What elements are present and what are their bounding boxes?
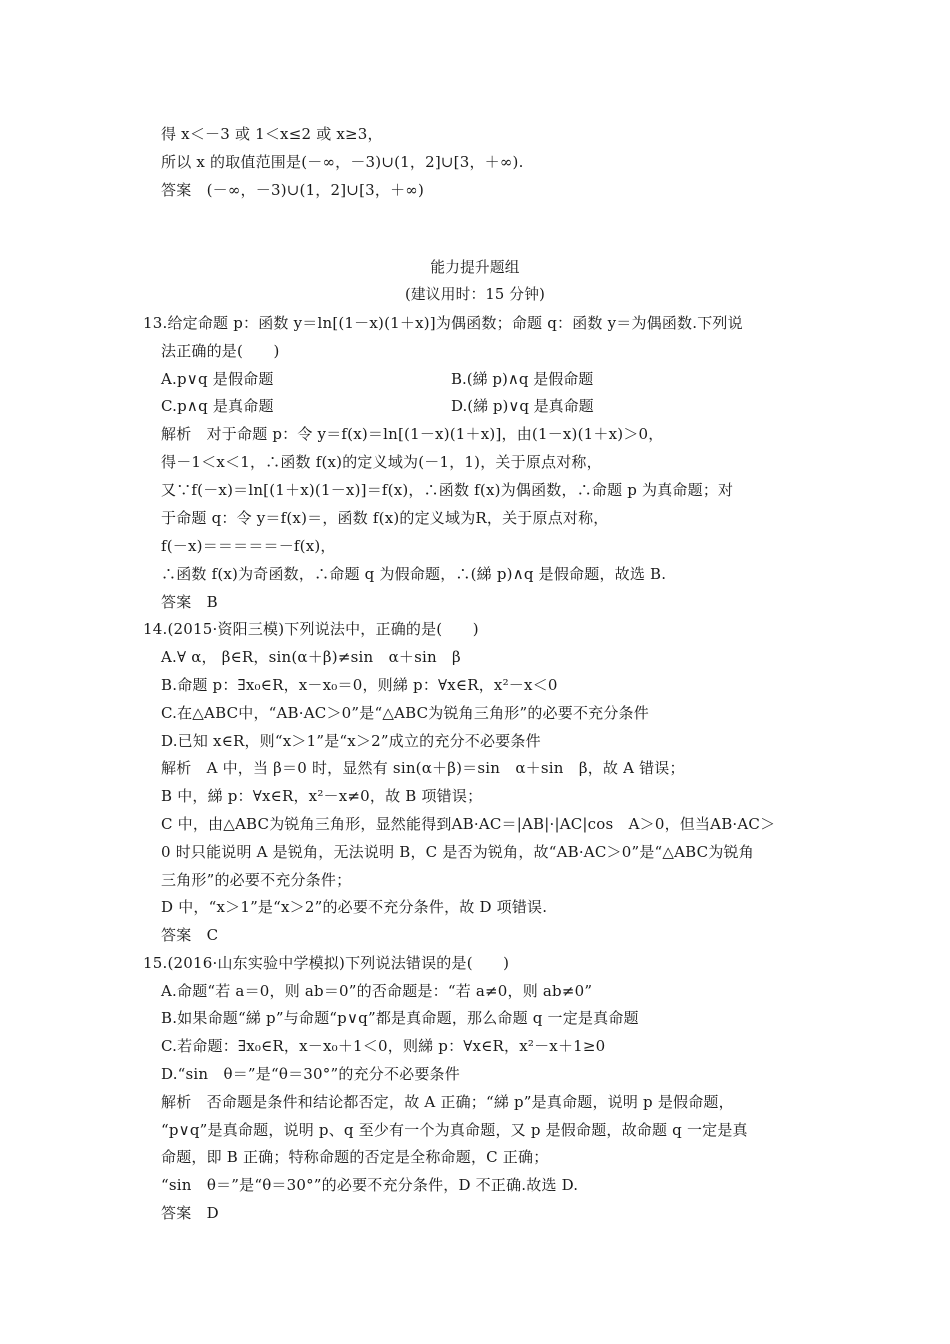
q13-solution-line-4: 于命题 q：令 y＝f(x)＝，函数 f(x)的定义域为R，关于原点对称， bbox=[161, 509, 609, 527]
q13-stem-line-1: 13.给定命题 p：函数 y＝ln[(1－x)(1＋x)]为偶函数；命题 q：函数 y＝为偶函数.下列说 bbox=[143, 314, 743, 332]
q13-option-d: D.(綈 p)∨q 是真命题 bbox=[451, 397, 594, 415]
q14-option-c: C.在△ABC中，“AB·AC＞0”是“△ABC为锐角三角形”的必要不充分条件 bbox=[161, 704, 649, 722]
q14-answer: 答案 C bbox=[161, 926, 219, 944]
q15-option-c: C.若命题：∃x₀∈R，x－x₀＋1＜0，则綈 p：∀x∈R，x²－x＋1≥0 bbox=[161, 1037, 606, 1055]
q14-solution-line-2: B 中，綈 p：∀x∈R，x²－x≠0，故 B 项错误； bbox=[161, 787, 483, 805]
q13-stem-line-2: 法正确的是( ) bbox=[161, 342, 280, 360]
q13-option-a: A.p∨q 是假命题 bbox=[161, 370, 274, 388]
section-title: 能力提升题组 bbox=[430, 259, 520, 276]
q14-stem: 14.(2015·资阳三模)下列说法中，正确的是( ) bbox=[143, 620, 479, 638]
q13-option-c: C.p∧q 是真命题 bbox=[161, 397, 274, 415]
q15-answer: 答案 D bbox=[161, 1204, 219, 1222]
q13-solution-line-1: 解析 对于命题 p：令 y＝f(x)＝ln[(1－x)(1＋x)]，由(1－x)(1＋x)＞0， bbox=[161, 425, 664, 443]
q13-solution-line-2: 得－1＜x＜1，∴函数 f(x)的定义域为(－1，1)，关于原点对称， bbox=[161, 453, 602, 471]
q14-option-a: A.∀ α， β∈R，sin(α＋β)≠sin α＋sin β bbox=[161, 648, 461, 666]
q13-solution-line-3: 又∵f(－x)＝ln[(1＋x)(1－x)]＝f(x)，∴函数 f(x)为偶函数，∴命题 p 为真命题；对 bbox=[161, 481, 734, 499]
top-line-2: 所以 x 的取值范围是(－∞，－3)∪(1，2]∪[3，＋∞). bbox=[161, 153, 524, 171]
q14-solution-line-3: C 中，由△ABC为锐角三角形，显然能得到AB·AC＝|AB|·|AC|cos A＞0，但当AB·AC＞ bbox=[161, 815, 776, 833]
q14-solution-line-5: 三角形”的必要不充分条件； bbox=[161, 871, 352, 889]
q15-option-a: A.命题“若 a＝0，则 ab＝0”的否命题是：“若 a≠0，则 ab≠0” bbox=[161, 982, 593, 1000]
section-subtitle: (建议用时：15 分钟) bbox=[404, 286, 546, 303]
top-line-1: 得 x＜－3 或 1＜x≤2 或 x≥3， bbox=[161, 125, 383, 143]
top-answer: 答案 (－∞，－3)∪(1，2]∪[3，＋∞) bbox=[161, 181, 425, 199]
q13-option-b: B.(綈 p)∧q 是假命题 bbox=[451, 370, 594, 388]
q15-solution-line-2: “p∨q”是真命题，说明 p、q 至少有一个为真命题，又 p 是假命题，故命题 q 一定是真 bbox=[161, 1121, 748, 1139]
q15-solution-line-1: 解析 否命题是条件和结论都否定，故 A 正确；“綈 p”是真命题，说明 p 是假命题， bbox=[161, 1093, 734, 1111]
q13-answer: 答案 B bbox=[161, 593, 218, 611]
q13-solution-line-6: ∴函数 f(x)为奇函数，∴命题 q 为假命题，∴(綈 p)∧q 是假命题，故选 B. bbox=[161, 565, 667, 583]
q14-option-b: B.命题 p：∃x₀∈R，x－x₀＝0，则綈 p：∀x∈R，x²－x＜0 bbox=[161, 676, 558, 694]
q14-option-d: D.已知 x∈R，则“x＞1”是“x＞2”成立的充分不必要条件 bbox=[161, 732, 541, 750]
q13-solution-line-5: f(－x)＝＝＝＝＝－f(x)， bbox=[161, 537, 336, 555]
q14-solution-line-4: 0 时只能说明 A 是锐角，无法说明 B，C 是否为锐角，故“AB·AC＞0”是“△ABC为锐角 bbox=[161, 843, 754, 861]
q15-solution-line-3: 命题，即 B 正确；特称命题的否定是全称命题，C 正确； bbox=[161, 1148, 549, 1166]
q15-option-d: D.“sin θ＝”是“θ＝30°”的充分不必要条件 bbox=[161, 1065, 460, 1083]
q14-solution-line-6: D 中，“x＞1”是“x＞2”的必要不充分条件，故 D 项错误. bbox=[161, 898, 548, 916]
q14-solution-line-1: 解析 A 中，当 β＝0 时，显然有 sin(α＋β)＝sin α＋sin β，故 A 错误； bbox=[161, 759, 685, 777]
q15-stem: 15.(2016·山东实验中学模拟)下列说法错误的是( ) bbox=[143, 954, 510, 972]
q15-solution-line-4: “sin θ＝”是“θ＝30°”的必要不充分条件，D 不正确.故选 D. bbox=[161, 1176, 579, 1194]
q15-option-b: B.如果命题“綈 p”与命题“p∨q”都是真命题，那么命题 q 一定是真命题 bbox=[161, 1009, 639, 1027]
